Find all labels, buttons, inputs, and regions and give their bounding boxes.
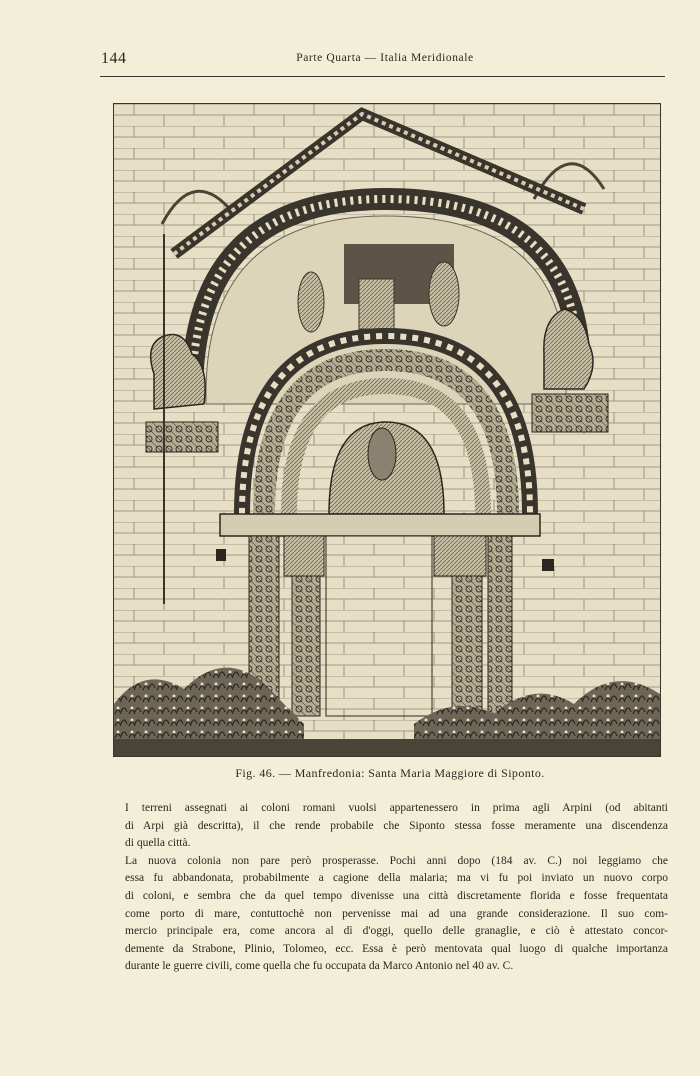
- door-lintel: [220, 514, 540, 536]
- text-line: di coloni, e sembra che da quel tempo divenisse una città discretamente florida e fosse frequentata: [125, 889, 668, 902]
- right-column: [452, 576, 482, 716]
- church-portal-drawing: [114, 104, 660, 756]
- text-line: di quella città.: [125, 837, 191, 850]
- walled-doorway: [326, 536, 432, 716]
- right-capital: [434, 536, 486, 576]
- left-lion-bracket: [146, 422, 218, 452]
- header-rule: [100, 76, 665, 77]
- left-saint-statue: [298, 272, 324, 332]
- text-line: durante le guerre civili, come quella che fu occupata da Marco Antonio nel 40 av. C.: [125, 960, 514, 973]
- text-line: I terreni assegnati ai coloni romani vuolsi appartenessero in prima agli Arpini (od abitanti: [125, 802, 668, 814]
- left-capital: [284, 536, 324, 576]
- text-line: come porto di mare, contuttochè non pervenisse mai ad una grande considerazione. Il suo com-: [125, 907, 668, 920]
- right-saint-statue: [429, 262, 459, 326]
- text-line: mercio principale era, come ancora al dì d'oggi, quello delle granaglie, e ciò è attestato concor-: [125, 925, 668, 938]
- text-line: essa fu abbandonata, probabilmente a cagione della malaria; ma vi fu poi inviato un nuovo corpo: [125, 872, 668, 885]
- page-number: 144: [101, 50, 127, 67]
- running-head: Parte Quarta — Italia Meridionale: [296, 52, 474, 64]
- left-column: [292, 576, 320, 716]
- body-text: [103, 800, 668, 976]
- right-lion-bracket: [532, 394, 608, 432]
- text-line: demente da Strabone, Plinio, Tolomeo, ecc. Essa è però mentovata qual luogo di qualche importanza: [125, 942, 668, 955]
- engraving-illustration: [113, 103, 661, 757]
- right-jamb-carved: [488, 536, 512, 716]
- text-line: La nuova colonia non pare però prosperasse. Pochi anni dopo (184 av. C.) noi leggiamo che: [125, 854, 668, 867]
- text-line: di Arpi già descritta), il che rende probabile che Siponto stessa fosse meramente una discendenza: [125, 819, 668, 832]
- figure-caption: Fig. 46. — Manfredonia: Santa Maria Maggiore di Siponto.: [235, 766, 545, 780]
- paragraph-2: [103, 853, 668, 976]
- paragraph-1: [103, 800, 668, 853]
